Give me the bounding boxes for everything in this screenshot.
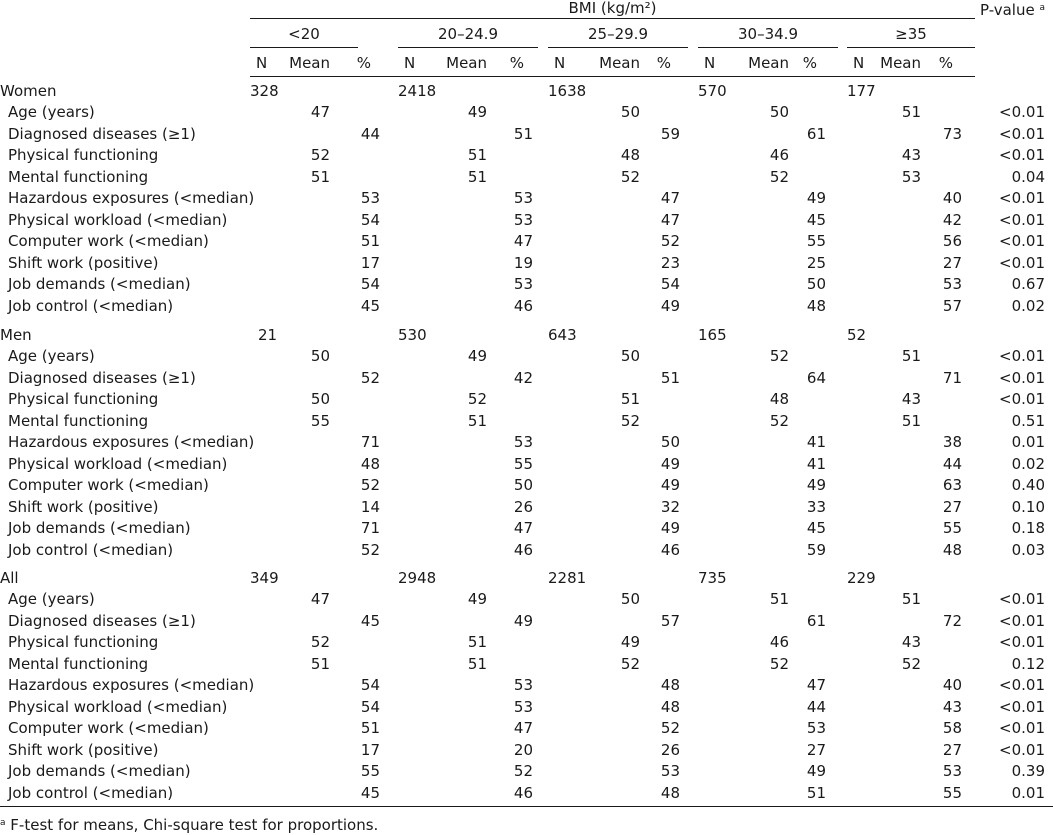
mean-value: 52: [310, 146, 330, 165]
p-value: <0.01: [999, 124, 1045, 143]
percent-value: 52: [360, 540, 380, 559]
percent-value: 25: [806, 253, 826, 272]
p-value: <0.01: [999, 719, 1045, 738]
row-label: Computer work (<median): [8, 232, 209, 251]
subcol-n-header: N: [554, 54, 566, 72]
row-label: Age (years): [8, 347, 95, 366]
mean-value: 43: [901, 146, 921, 165]
percent-value: 54: [360, 697, 380, 716]
percent-value: 40: [942, 189, 962, 208]
percent-value: 46: [513, 540, 533, 559]
percent-value: 38: [942, 433, 962, 452]
percent-value: 48: [942, 540, 962, 559]
percent-value: 61: [806, 611, 826, 630]
percent-value: 45: [806, 519, 826, 538]
percent-value: 46: [513, 783, 533, 802]
p-value: 0.03: [1011, 540, 1045, 559]
row-label: Computer work (<median): [8, 476, 209, 495]
mean-value: 46: [769, 633, 789, 652]
p-value: <0.01: [999, 210, 1045, 229]
percent-value: 48: [660, 697, 680, 716]
percent-value: 48: [660, 783, 680, 802]
mean-value: 51: [467, 146, 487, 165]
p-value: <0.01: [999, 347, 1045, 366]
percent-value: 42: [942, 210, 962, 229]
percent-value: 63: [942, 476, 962, 495]
mean-value: 49: [620, 633, 640, 652]
percent-value: 52: [660, 232, 680, 251]
mean-value: 43: [901, 633, 921, 652]
row-label: Physical functioning: [8, 146, 159, 165]
percent-value: 53: [513, 676, 533, 695]
percent-value: 49: [806, 189, 826, 208]
percent-value: 53: [806, 719, 826, 738]
row-label: Job control (<median): [8, 296, 174, 315]
row-label: Physical functioning: [8, 390, 159, 409]
bmi-group-rule: [250, 47, 358, 48]
mean-value: 53: [901, 167, 921, 186]
p-value: 0.02: [1011, 296, 1045, 315]
mean-value: 51: [769, 590, 789, 609]
percent-value: 48: [660, 676, 680, 695]
mean-value: 51: [467, 411, 487, 430]
row-label: Physical functioning: [8, 633, 159, 652]
group-n-value: 2418: [398, 82, 437, 100]
p-value: 0.04: [1011, 167, 1045, 186]
percent-value: 51: [360, 719, 380, 738]
percent-value: 51: [360, 232, 380, 251]
bmi-group-label: 20–24.9: [438, 25, 498, 43]
section-label: Men: [0, 326, 32, 344]
percent-value: 51: [806, 783, 826, 802]
group-n-value: 735: [698, 569, 727, 587]
percent-value: 23: [660, 253, 680, 272]
percent-value: 50: [513, 476, 533, 495]
percent-value: 71: [942, 368, 962, 387]
pvalue-header: [975, 0, 1045, 18]
bmi-group-label: 25–29.9: [588, 25, 648, 43]
percent-value: 41: [806, 433, 826, 452]
percent-value: 47: [513, 719, 533, 738]
row-label: Physical workload (<median): [8, 454, 228, 473]
percent-value: 58: [942, 719, 962, 738]
p-value: 0.40: [1011, 476, 1045, 495]
mean-value: 48: [769, 390, 789, 409]
bmi-group-header: BMI (kg/m²): [568, 0, 657, 17]
percent-value: 14: [360, 497, 380, 516]
percent-value: 52: [360, 476, 380, 495]
percent-value: 72: [942, 611, 962, 630]
percent-value: 53: [513, 697, 533, 716]
percent-value: 40: [942, 676, 962, 695]
mean-value: 51: [310, 167, 330, 186]
p-value: <0.01: [999, 189, 1045, 208]
group-n-value: 177: [847, 82, 876, 100]
mean-value: 50: [620, 590, 640, 609]
mean-value: 51: [901, 590, 921, 609]
row-label: Job control (<median): [8, 540, 174, 559]
subcol-pct-header: %: [356, 54, 371, 72]
mean-value: 52: [901, 654, 921, 673]
percent-value: 56: [942, 232, 962, 251]
p-value: 0.18: [1011, 519, 1045, 538]
percent-value: 32: [660, 497, 680, 516]
percent-value: 49: [806, 762, 826, 781]
row-label: Physical workload (<median): [8, 697, 228, 716]
mean-value: 52: [467, 390, 487, 409]
percent-value: 53: [513, 275, 533, 294]
row-label: Diagnosed diseases (≥1): [8, 611, 196, 630]
percent-value: 54: [360, 676, 380, 695]
percent-value: 44: [806, 697, 826, 716]
bmi-header-rule: [250, 18, 975, 19]
percent-value: 49: [660, 296, 680, 315]
percent-value: 64: [806, 368, 826, 387]
percent-value: 45: [360, 783, 380, 802]
mean-value: 51: [467, 633, 487, 652]
percent-value: 59: [806, 540, 826, 559]
percent-value: 41: [806, 454, 826, 473]
percent-value: 52: [660, 719, 680, 738]
p-value: 0.51: [1011, 411, 1045, 430]
percent-value: 27: [806, 740, 826, 759]
percent-value: 73: [942, 124, 962, 143]
mean-value: 46: [769, 146, 789, 165]
percent-value: 48: [806, 296, 826, 315]
percent-value: 17: [360, 253, 380, 272]
mean-value: 51: [467, 167, 487, 186]
row-label: Shift work (positive): [8, 497, 159, 516]
p-value: <0.01: [999, 611, 1045, 630]
group-n-value: 643: [548, 326, 577, 344]
mean-value: 51: [467, 654, 487, 673]
mean-value: 51: [310, 654, 330, 673]
percent-value: 17: [360, 740, 380, 759]
group-n-value: 2948: [398, 569, 437, 587]
mean-value: 50: [310, 390, 330, 409]
percent-value: 53: [360, 189, 380, 208]
percent-value: 50: [806, 275, 826, 294]
subcol-mean-header: Mean: [446, 54, 487, 72]
bmi-group-rule: [398, 47, 538, 48]
percent-value: 49: [513, 611, 533, 630]
row-label: Age (years): [8, 103, 95, 122]
percent-value: 46: [660, 540, 680, 559]
mean-value: 47: [310, 590, 330, 609]
subcol-n-header: N: [853, 54, 865, 72]
subheader-rule: [250, 76, 975, 77]
p-value: <0.01: [999, 697, 1045, 716]
mean-value: 50: [769, 103, 789, 122]
subcol-mean-header: Mean: [748, 54, 789, 72]
section-label: Women: [0, 82, 57, 100]
percent-value: 20: [513, 740, 533, 759]
percent-value: 57: [942, 296, 962, 315]
percent-value: 53: [513, 210, 533, 229]
mean-value: 51: [901, 103, 921, 122]
percent-value: 49: [660, 519, 680, 538]
mean-value: 47: [310, 103, 330, 122]
subcol-pct-header: %: [938, 54, 953, 72]
percent-value: 27: [942, 740, 962, 759]
row-label: Computer work (<median): [8, 719, 209, 738]
percent-value: 55: [513, 454, 533, 473]
group-n-value: 2281: [548, 569, 587, 587]
percent-value: 52: [360, 368, 380, 387]
mean-value: 49: [467, 103, 487, 122]
mean-value: 52: [620, 654, 640, 673]
row-label: Mental functioning: [8, 167, 149, 186]
row-label: Job demands (<median): [8, 762, 191, 781]
percent-value: 49: [806, 476, 826, 495]
row-label: Physical workload (<median): [8, 210, 228, 229]
percent-value: 54: [360, 275, 380, 294]
group-n-value: 52: [847, 326, 867, 344]
subcol-pct-header: %: [656, 54, 671, 72]
mean-value: 50: [310, 347, 330, 366]
mean-value: 50: [620, 347, 640, 366]
bmi-group-rule: [698, 47, 838, 48]
p-value: <0.01: [999, 676, 1045, 695]
subcol-mean-header: Mean: [289, 54, 330, 72]
p-value: 0.01: [1011, 433, 1045, 452]
subcol-n-header: N: [404, 54, 416, 72]
percent-value: 45: [360, 611, 380, 630]
p-value: <0.01: [999, 253, 1045, 272]
bmi-group-rule: [847, 47, 975, 48]
percent-value: 46: [513, 296, 533, 315]
percent-value: 55: [360, 762, 380, 781]
section-label: All: [0, 569, 19, 587]
percent-value: 19: [513, 253, 533, 272]
percent-value: 47: [660, 189, 680, 208]
p-value: <0.01: [999, 590, 1045, 609]
percent-value: 55: [942, 783, 962, 802]
p-value: <0.01: [999, 368, 1045, 387]
percent-value: 55: [942, 519, 962, 538]
row-label: Shift work (positive): [8, 740, 159, 759]
mean-value: 52: [769, 167, 789, 186]
row-label: Age (years): [8, 590, 95, 609]
percent-value: 47: [660, 210, 680, 229]
p-value: <0.01: [999, 390, 1045, 409]
group-n-value: 21: [258, 326, 278, 344]
mean-value: 55: [310, 411, 330, 430]
table-bottom-rule: [0, 806, 1053, 807]
percent-value: 54: [360, 210, 380, 229]
percent-value: 55: [806, 232, 826, 251]
group-n-value: 165: [698, 326, 727, 344]
percent-value: 47: [806, 676, 826, 695]
percent-value: 51: [660, 368, 680, 387]
p-value: <0.01: [999, 740, 1045, 759]
row-label: Job control (<median): [8, 783, 174, 802]
p-value: 0.12: [1011, 654, 1045, 673]
percent-value: 53: [513, 433, 533, 452]
mean-value: 52: [769, 654, 789, 673]
mean-value: 49: [467, 590, 487, 609]
percent-value: 48: [360, 454, 380, 473]
percent-value: 47: [513, 519, 533, 538]
mean-value: 51: [901, 347, 921, 366]
mean-value: 50: [620, 103, 640, 122]
p-value: <0.01: [999, 633, 1045, 652]
percent-value: 53: [942, 762, 962, 781]
subcol-n-header: N: [256, 54, 268, 72]
row-label: Mental functioning: [8, 411, 149, 430]
percent-value: 26: [513, 497, 533, 516]
row-label: Job demands (<median): [8, 519, 191, 538]
p-value: 0.02: [1011, 454, 1045, 473]
row-label: Hazardous exposures (<median): [8, 189, 255, 208]
row-label: Shift work (positive): [8, 253, 159, 272]
mean-value: 49: [467, 347, 487, 366]
pvalue-header-label: P-value: [980, 1, 1035, 19]
percent-value: 50: [660, 433, 680, 452]
percent-value: 33: [806, 497, 826, 516]
percent-value: 47: [513, 232, 533, 251]
percent-value: 42: [513, 368, 533, 387]
percent-value: 53: [942, 275, 962, 294]
mean-value: 51: [901, 411, 921, 430]
mean-value: 51: [620, 390, 640, 409]
p-value: 0.01: [1011, 783, 1045, 802]
percent-value: 61: [806, 124, 826, 143]
row-label: Mental functioning: [8, 654, 149, 673]
row-label: Hazardous exposures (<median): [8, 676, 255, 695]
group-n-value: 349: [250, 569, 279, 587]
subcol-mean-header: Mean: [880, 54, 921, 72]
group-n-value: 328: [250, 82, 279, 100]
percent-value: 57: [660, 611, 680, 630]
row-label: Diagnosed diseases (≥1): [8, 124, 196, 143]
subcol-mean-header: Mean: [599, 54, 640, 72]
p-value: <0.01: [999, 146, 1045, 165]
bmi-group-rule: [548, 47, 688, 48]
subcol-pct-header: %: [509, 54, 524, 72]
group-n-value: 570: [698, 82, 727, 100]
percent-value: 27: [942, 497, 962, 516]
row-label: Job demands (<median): [8, 275, 191, 294]
percent-value: 44: [360, 124, 380, 143]
pvalue-footnote-marker: a: [1039, 3, 1045, 13]
percent-value: 49: [660, 454, 680, 473]
mean-value: 52: [620, 167, 640, 186]
bmi-group-label: <20: [288, 25, 320, 43]
p-value: 0.67: [1011, 275, 1045, 294]
mean-value: 48: [620, 146, 640, 165]
percent-value: 54: [660, 275, 680, 294]
percent-value: 44: [942, 454, 962, 473]
percent-value: 43: [942, 697, 962, 716]
mean-value: 52: [769, 347, 789, 366]
percent-value: 52: [513, 762, 533, 781]
mean-value: 43: [901, 390, 921, 409]
subcol-n-header: N: [704, 54, 716, 72]
group-n-value: 530: [398, 326, 427, 344]
percent-value: 53: [660, 762, 680, 781]
subcol-pct-header: %: [802, 54, 817, 72]
p-value: <0.01: [999, 103, 1045, 122]
group-n-value: 1638: [548, 82, 587, 100]
percent-value: 27: [942, 253, 962, 272]
p-value: <0.01: [999, 232, 1045, 251]
bmi-group-label: ≥35: [895, 25, 927, 43]
percent-value: 51: [513, 124, 533, 143]
footnote-text: F-test for means, Chi-square test for proportions.: [10, 816, 379, 834]
percent-value: 45: [360, 296, 380, 315]
bmi-group-label: 30–34.9: [738, 25, 798, 43]
mean-value: 52: [310, 633, 330, 652]
row-label: Diagnosed diseases (≥1): [8, 368, 196, 387]
p-value: 0.39: [1011, 762, 1045, 781]
p-value: 0.10: [1011, 497, 1045, 516]
percent-value: 71: [360, 433, 380, 452]
mean-value: 52: [620, 411, 640, 430]
percent-value: 71: [360, 519, 380, 538]
mean-value: 52: [769, 411, 789, 430]
percent-value: 45: [806, 210, 826, 229]
percent-value: 49: [660, 476, 680, 495]
percent-value: 26: [660, 740, 680, 759]
percent-value: 59: [660, 124, 680, 143]
footnote-marker: a: [0, 818, 6, 828]
group-n-value: 229: [847, 569, 876, 587]
row-label: Hazardous exposures (<median): [8, 433, 255, 452]
percent-value: 53: [513, 189, 533, 208]
footnote: [0, 813, 1050, 833]
